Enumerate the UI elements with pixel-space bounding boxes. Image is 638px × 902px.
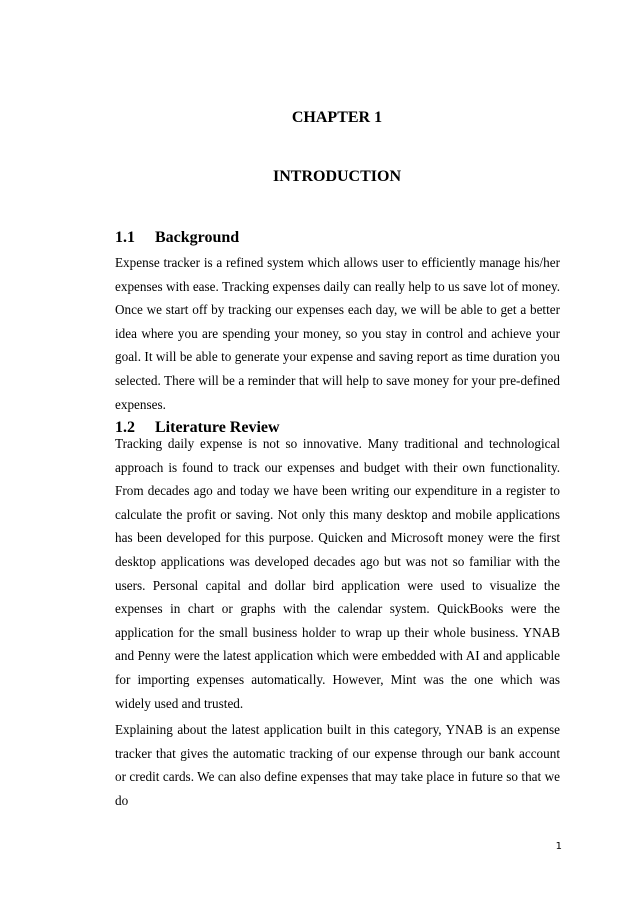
chapter-label: CHAPTER 1 <box>291 109 383 126</box>
page-number: 1 <box>555 841 562 852</box>
background-paragraph: Expense tracker is a refined system which allows user to efficiently manage his/her expenses with ease. Tracking expenses daily can really help to us save lot of money. Once we start off by tracking our expenses each day, we will be able to get a better idea where you are spending your money, so you stay in control and achieve your goal. It will be able to generate your expense and saving report as time duration you selected. There will be a reminder that will help to save money for your pre-defined expenses. <box>115 255 560 412</box>
section-number: 1.1 <box>115 229 135 246</box>
section-title: Background <box>155 229 240 246</box>
literature-review-paragraph-1: Tracking daily expense is not so innovative. Many traditional and technological approach is found to track our expenses and budget with their own functionality. From decades ago and today we have been writing our expenditure in a register to calculate the profit or saving. Not only this many desktop and mobile applications has been developed for this purpose. Quicken and Microsoft money were the first desktop applications was developed decades ago but was not so familiar with the users. Personal capital and dollar bird application were used to visualize the expenses in chart or graphs with the calendar system. QuickBooks were the application for the small business holder to wrap up their whole business. YNAB and Penny were the latest application which were embedded with AI and applicable for importing expenses automatically. However, Mint was the one which was widely used and trusted. <box>115 436 560 711</box>
section-title: Literature Review <box>155 419 280 436</box>
section-number: 1.2 <box>115 419 135 436</box>
literature-review-paragraph-2: Explaining about the latest application built in this category, YNAB is an expense tracker that gives the automatic tracking of our expense through our bank account or credit cards. We can also define expenses that may take place in future so that we do <box>115 722 560 808</box>
section-heading-background <box>115 228 575 248</box>
chapter-title: INTRODUCTION <box>272 168 401 185</box>
